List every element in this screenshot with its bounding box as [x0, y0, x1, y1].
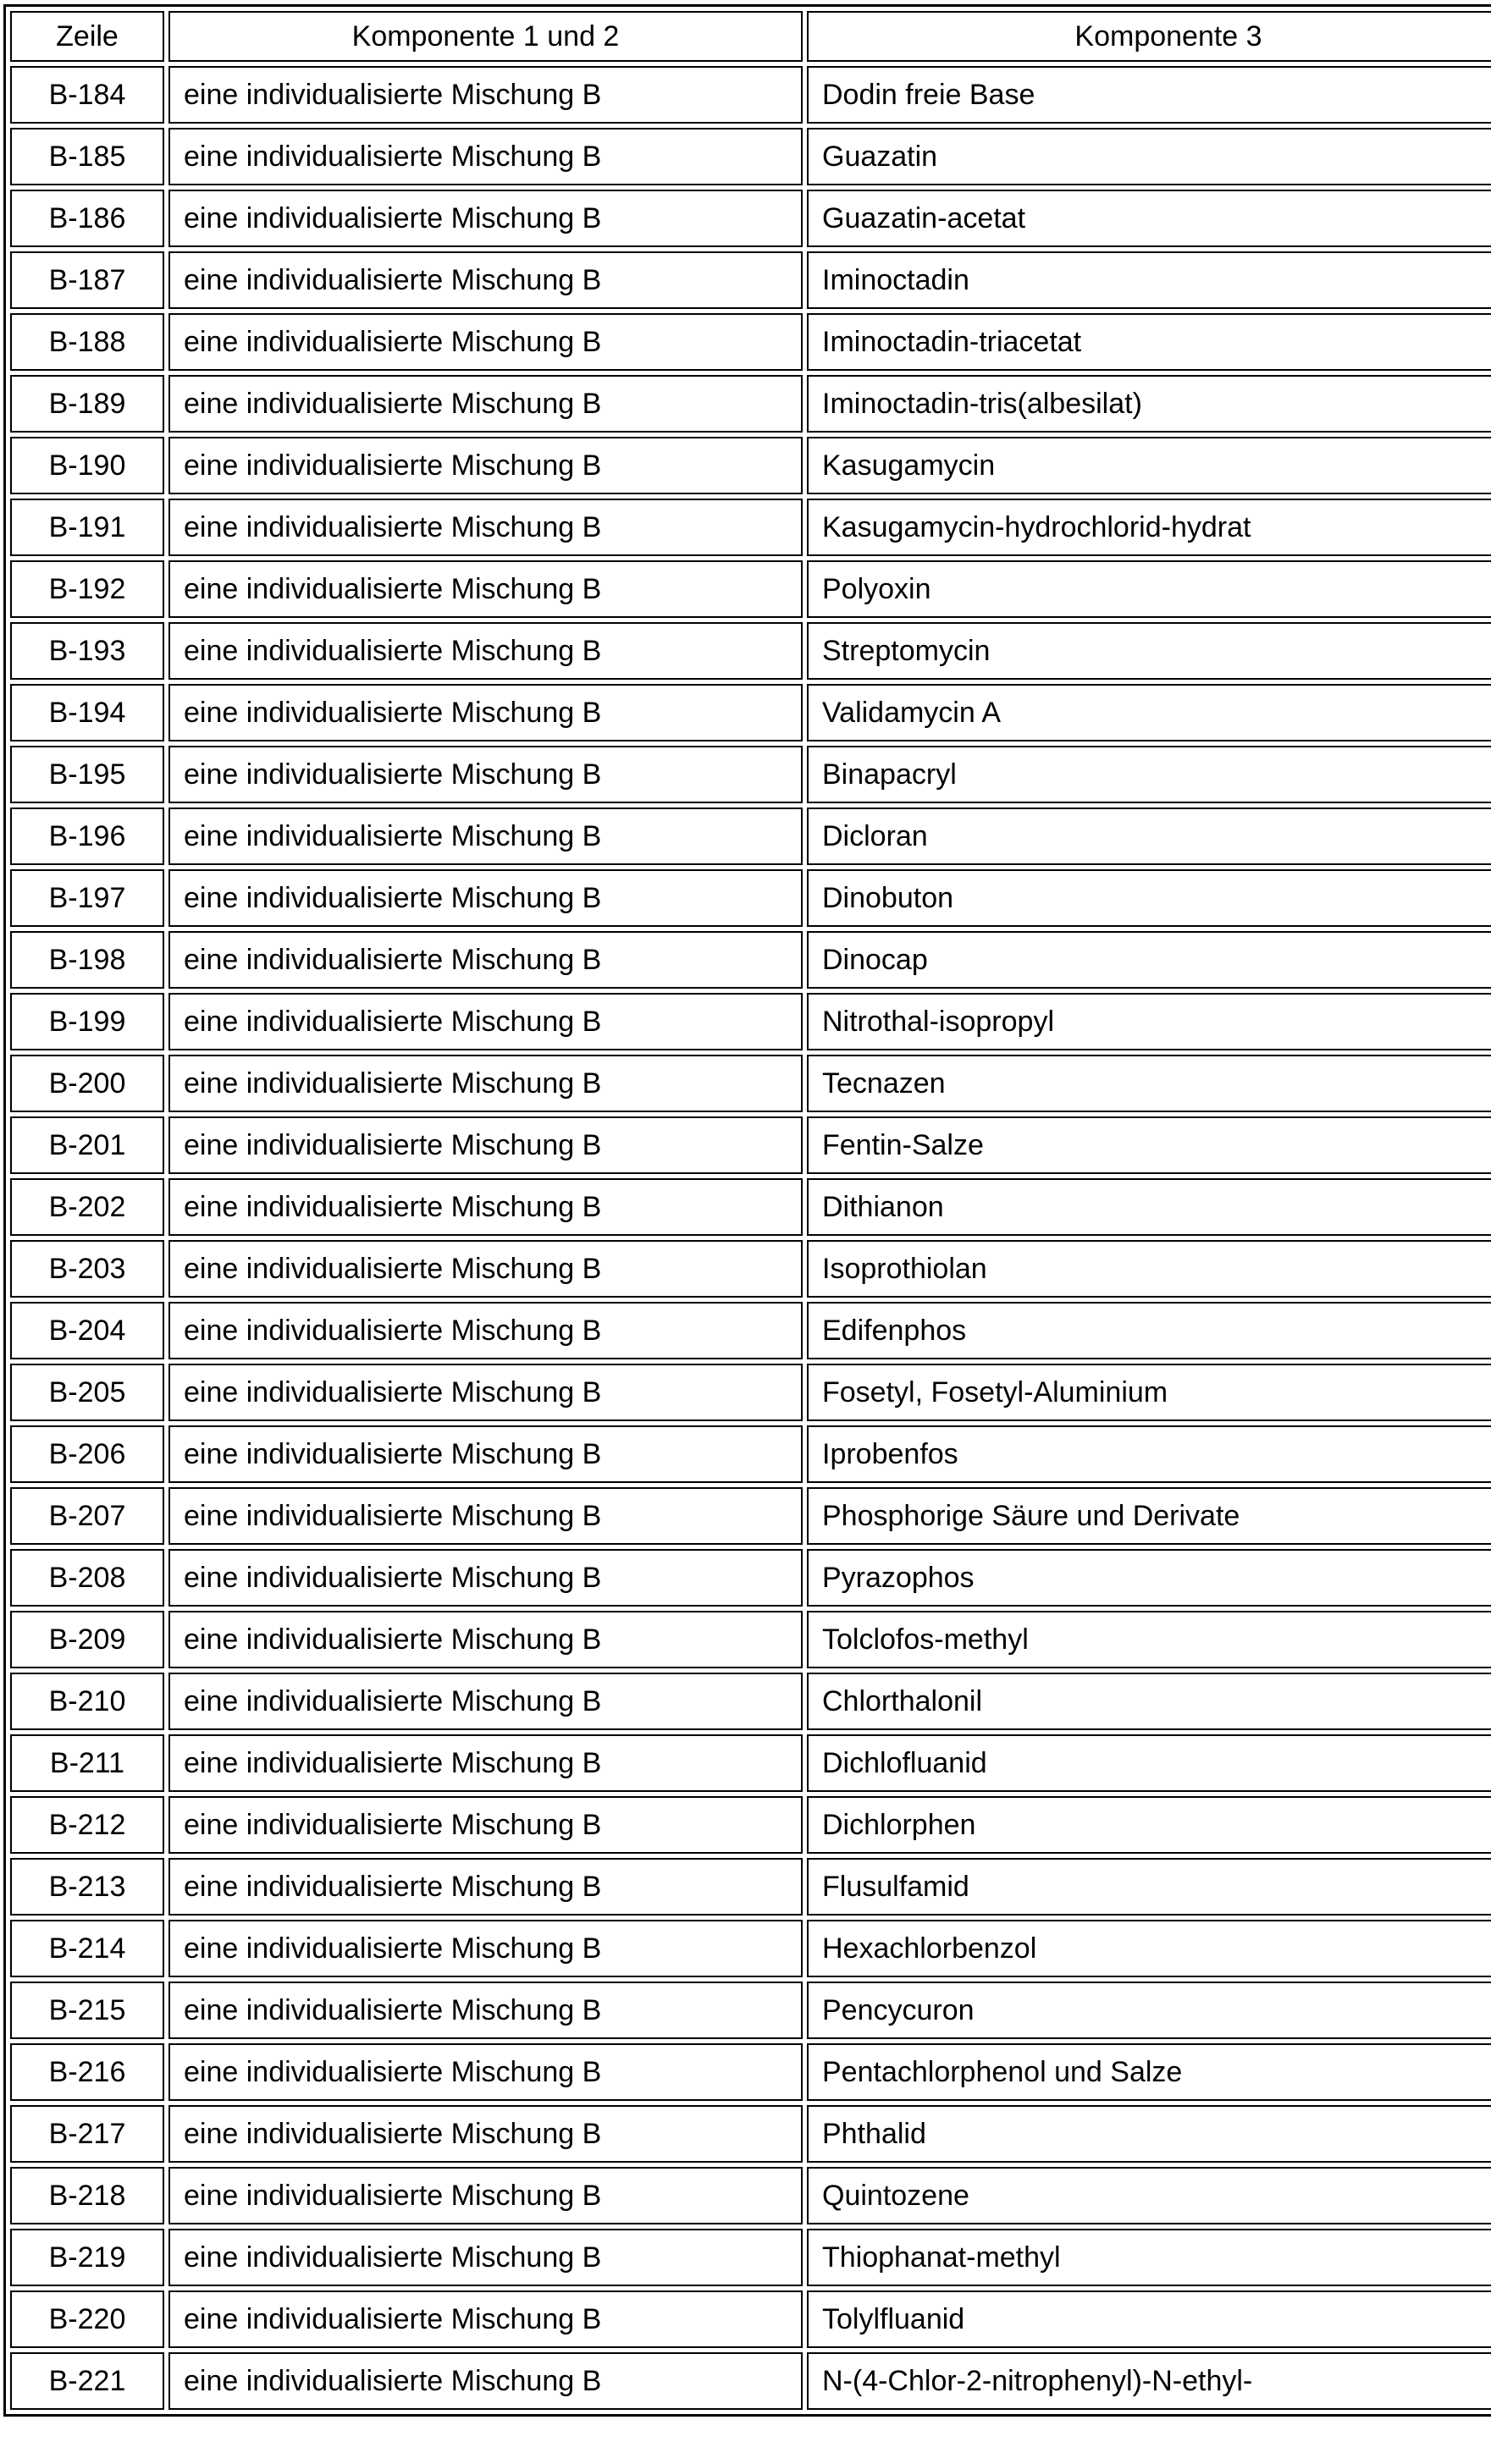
- cell-zeile: B-218: [10, 2167, 164, 2224]
- cell-komponente-1-2: eine individualisierte Mischung B: [168, 128, 803, 185]
- cell-komponente-1-2: eine individualisierte Mischung B: [168, 1116, 803, 1174]
- cell-zeile: B-188: [10, 313, 164, 371]
- cell-komponente-1-2: eine individualisierte Mischung B: [168, 622, 803, 680]
- cell-zeile: B-217: [10, 2105, 164, 2163]
- cell-komponente-1-2: eine individualisierte Mischung B: [168, 2352, 803, 2410]
- cell-komponente-3: Kasugamycin: [807, 437, 1491, 494]
- cell-komponente-3: Nitrothal-isopropyl: [807, 993, 1491, 1050]
- cell-komponente-1-2: eine individualisierte Mischung B: [168, 869, 803, 927]
- table-row: [10, 2105, 1491, 2163]
- cell-komponente-3: Binapacryl: [807, 746, 1491, 803]
- cell-zeile: B-221: [10, 2352, 164, 2410]
- table-row: [10, 437, 1491, 494]
- table-row: [10, 2229, 1491, 2286]
- cell-komponente-3: Chlorthalonil: [807, 1673, 1491, 1730]
- cell-komponente-1-2: eine individualisierte Mischung B: [168, 1240, 803, 1298]
- cell-zeile: B-192: [10, 560, 164, 618]
- cell-komponente-1-2: eine individualisierte Mischung B: [168, 1920, 803, 1977]
- cell-zeile: B-191: [10, 499, 164, 556]
- table-row: [10, 1178, 1491, 1236]
- cell-zeile: B-215: [10, 1982, 164, 2039]
- komponenten-table: [3, 4, 1491, 2417]
- cell-zeile: B-193: [10, 622, 164, 680]
- cell-komponente-1-2: eine individualisierte Mischung B: [168, 1178, 803, 1236]
- cell-komponente-3: Iminoctadin-triacetat: [807, 313, 1491, 371]
- cell-komponente-3: Iminoctadin-tris(albesilat): [807, 375, 1491, 433]
- cell-zeile: B-220: [10, 2290, 164, 2348]
- cell-komponente-1-2: eine individualisierte Mischung B: [168, 251, 803, 309]
- table-row: [10, 1673, 1491, 1730]
- table-row: [10, 1364, 1491, 1421]
- cell-komponente-1-2: eine individualisierte Mischung B: [168, 2043, 803, 2101]
- cell-komponente-1-2: eine individualisierte Mischung B: [168, 1425, 803, 1483]
- table-header: [10, 11, 1491, 62]
- cell-komponente-3: Dicloran: [807, 808, 1491, 865]
- table-row: [10, 375, 1491, 433]
- table-row: [10, 931, 1491, 989]
- cell-komponente-3: Kasugamycin-hydrochlorid-hydrat: [807, 499, 1491, 556]
- table-body: [10, 66, 1491, 2410]
- table-row: [10, 499, 1491, 556]
- table-row: [10, 1116, 1491, 1174]
- cell-komponente-3: Thiophanat-methyl: [807, 2229, 1491, 2286]
- cell-komponente-3: Guazatin-acetat: [807, 190, 1491, 247]
- header-cell-komponente-1-und-2: Komponente 1 und 2: [168, 11, 803, 62]
- cell-komponente-3: Phosphorige Säure und Derivate: [807, 1487, 1491, 1545]
- header-cell-komponente-3: Komponente 3: [807, 11, 1491, 62]
- cell-zeile: B-185: [10, 128, 164, 185]
- cell-komponente-3: Dodin freie Base: [807, 66, 1491, 124]
- cell-komponente-1-2: eine individualisierte Mischung B: [168, 1302, 803, 1359]
- cell-zeile: B-203: [10, 1240, 164, 1298]
- table-row: [10, 2167, 1491, 2224]
- cell-komponente-1-2: eine individualisierte Mischung B: [168, 313, 803, 371]
- cell-zeile: B-219: [10, 2229, 164, 2286]
- cell-zeile: B-206: [10, 1425, 164, 1483]
- cell-zeile: B-216: [10, 2043, 164, 2101]
- cell-komponente-3: Isoprothiolan: [807, 1240, 1491, 1298]
- cell-komponente-1-2: eine individualisierte Mischung B: [168, 1858, 803, 1916]
- table-row: [10, 808, 1491, 865]
- table-row: [10, 622, 1491, 680]
- cell-komponente-3: Dichlorphen: [807, 1796, 1491, 1854]
- cell-komponente-3: Tecnazen: [807, 1055, 1491, 1112]
- cell-komponente-3: Fosetyl, Fosetyl-Aluminium: [807, 1364, 1491, 1421]
- table-row: [10, 1487, 1491, 1545]
- table-row: [10, 560, 1491, 618]
- cell-komponente-1-2: eine individualisierte Mischung B: [168, 1364, 803, 1421]
- cell-zeile: B-186: [10, 190, 164, 247]
- cell-komponente-3: Tolclofos-methyl: [807, 1611, 1491, 1668]
- cell-zeile: B-184: [10, 66, 164, 124]
- cell-komponente-1-2: eine individualisierte Mischung B: [168, 1549, 803, 1607]
- table-row: [10, 993, 1491, 1050]
- cell-komponente-1-2: eine individualisierte Mischung B: [168, 1055, 803, 1112]
- cell-zeile: B-189: [10, 375, 164, 433]
- table-row: [10, 2043, 1491, 2101]
- cell-zeile: B-212: [10, 1796, 164, 1854]
- cell-zeile: B-199: [10, 993, 164, 1050]
- header-row: [10, 11, 1491, 62]
- cell-komponente-3: Iprobenfos: [807, 1425, 1491, 1483]
- cell-komponente-3: Dinocap: [807, 931, 1491, 989]
- cell-zeile: B-214: [10, 1920, 164, 1977]
- cell-zeile: B-209: [10, 1611, 164, 1668]
- table-row: [10, 1055, 1491, 1112]
- table-row: [10, 1982, 1491, 2039]
- cell-komponente-1-2: eine individualisierte Mischung B: [168, 1734, 803, 1792]
- cell-zeile: B-194: [10, 684, 164, 741]
- cell-komponente-1-2: eine individualisierte Mischung B: [168, 931, 803, 989]
- table-row: [10, 1796, 1491, 1854]
- cell-zeile: B-205: [10, 1364, 164, 1421]
- cell-komponente-3: Validamycin A: [807, 684, 1491, 741]
- table-row: [10, 1549, 1491, 1607]
- table-row: [10, 1302, 1491, 1359]
- cell-zeile: B-187: [10, 251, 164, 309]
- cell-zeile: B-202: [10, 1178, 164, 1236]
- table-row: [10, 869, 1491, 927]
- cell-zeile: B-213: [10, 1858, 164, 1916]
- cell-zeile: B-195: [10, 746, 164, 803]
- cell-zeile: B-211: [10, 1734, 164, 1792]
- cell-komponente-1-2: eine individualisierte Mischung B: [168, 808, 803, 865]
- cell-komponente-3: Fentin-Salze: [807, 1116, 1491, 1174]
- cell-komponente-3: Dithianon: [807, 1178, 1491, 1236]
- cell-zeile: B-210: [10, 1673, 164, 1730]
- cell-komponente-1-2: eine individualisierte Mischung B: [168, 2290, 803, 2348]
- cell-komponente-1-2: eine individualisierte Mischung B: [168, 2167, 803, 2224]
- table-row: [10, 190, 1491, 247]
- cell-zeile: B-200: [10, 1055, 164, 1112]
- cell-zeile: B-197: [10, 869, 164, 927]
- cell-komponente-1-2: eine individualisierte Mischung B: [168, 437, 803, 494]
- cell-komponente-1-2: eine individualisierte Mischung B: [168, 2105, 803, 2163]
- table-row: [10, 251, 1491, 309]
- cell-komponente-3: Pencycuron: [807, 1982, 1491, 2039]
- cell-komponente-1-2: eine individualisierte Mischung B: [168, 1673, 803, 1730]
- cell-komponente-1-2: eine individualisierte Mischung B: [168, 993, 803, 1050]
- cell-komponente-3: Iminoctadin: [807, 251, 1491, 309]
- cell-komponente-3: Polyoxin: [807, 560, 1491, 618]
- cell-komponente-1-2: eine individualisierte Mischung B: [168, 1796, 803, 1854]
- table-row: [10, 2352, 1491, 2410]
- cell-komponente-1-2: eine individualisierte Mischung B: [168, 499, 803, 556]
- cell-komponente-3: Tolylfluanid: [807, 2290, 1491, 2348]
- table-row: [10, 1734, 1491, 1792]
- cell-komponente-3: Streptomycin: [807, 622, 1491, 680]
- cell-komponente-3: Phthalid: [807, 2105, 1491, 2163]
- cell-komponente-3: Pentachlorphenol und Salze: [807, 2043, 1491, 2101]
- cell-komponente-3: Flusulfamid: [807, 1858, 1491, 1916]
- header-cell-zeile: Zeile: [10, 11, 164, 62]
- cell-komponente-3: Guazatin: [807, 128, 1491, 185]
- cell-komponente-3: Pyrazophos: [807, 1549, 1491, 1607]
- table-row: [10, 1425, 1491, 1483]
- cell-komponente-3: Dichlofluanid: [807, 1734, 1491, 1792]
- table-row: [10, 684, 1491, 741]
- cell-zeile: B-207: [10, 1487, 164, 1545]
- cell-komponente-1-2: eine individualisierte Mischung B: [168, 1611, 803, 1668]
- cell-komponente-3: N-(4-Chlor-2-nitrophenyl)-N-ethyl-: [807, 2352, 1491, 2410]
- cell-zeile: B-198: [10, 931, 164, 989]
- cell-komponente-1-2: eine individualisierte Mischung B: [168, 1487, 803, 1545]
- cell-komponente-1-2: eine individualisierte Mischung B: [168, 375, 803, 433]
- cell-komponente-3: Hexachlorbenzol: [807, 1920, 1491, 1977]
- table-row: [10, 1920, 1491, 1977]
- cell-komponente-1-2: eine individualisierte Mischung B: [168, 560, 803, 618]
- cell-komponente-1-2: eine individualisierte Mischung B: [168, 684, 803, 741]
- table-row: [10, 66, 1491, 124]
- cell-zeile: B-190: [10, 437, 164, 494]
- cell-komponente-1-2: eine individualisierte Mischung B: [168, 2229, 803, 2286]
- cell-zeile: B-201: [10, 1116, 164, 1174]
- cell-komponente-1-2: eine individualisierte Mischung B: [168, 746, 803, 803]
- cell-zeile: B-208: [10, 1549, 164, 1607]
- table-row: [10, 1240, 1491, 1298]
- table-row: [10, 1858, 1491, 1916]
- cell-komponente-1-2: eine individualisierte Mischung B: [168, 1982, 803, 2039]
- table-row: [10, 1611, 1491, 1668]
- table-row: [10, 746, 1491, 803]
- table-row: [10, 128, 1491, 185]
- cell-zeile: B-204: [10, 1302, 164, 1359]
- cell-komponente-1-2: eine individualisierte Mischung B: [168, 66, 803, 124]
- cell-komponente-1-2: eine individualisierte Mischung B: [168, 190, 803, 247]
- cell-zeile: B-196: [10, 808, 164, 865]
- cell-komponente-3: Edifenphos: [807, 1302, 1491, 1359]
- table-row: [10, 2290, 1491, 2348]
- cell-komponente-3: Dinobuton: [807, 869, 1491, 927]
- cell-komponente-3: Quintozene: [807, 2167, 1491, 2224]
- table-row: [10, 313, 1491, 371]
